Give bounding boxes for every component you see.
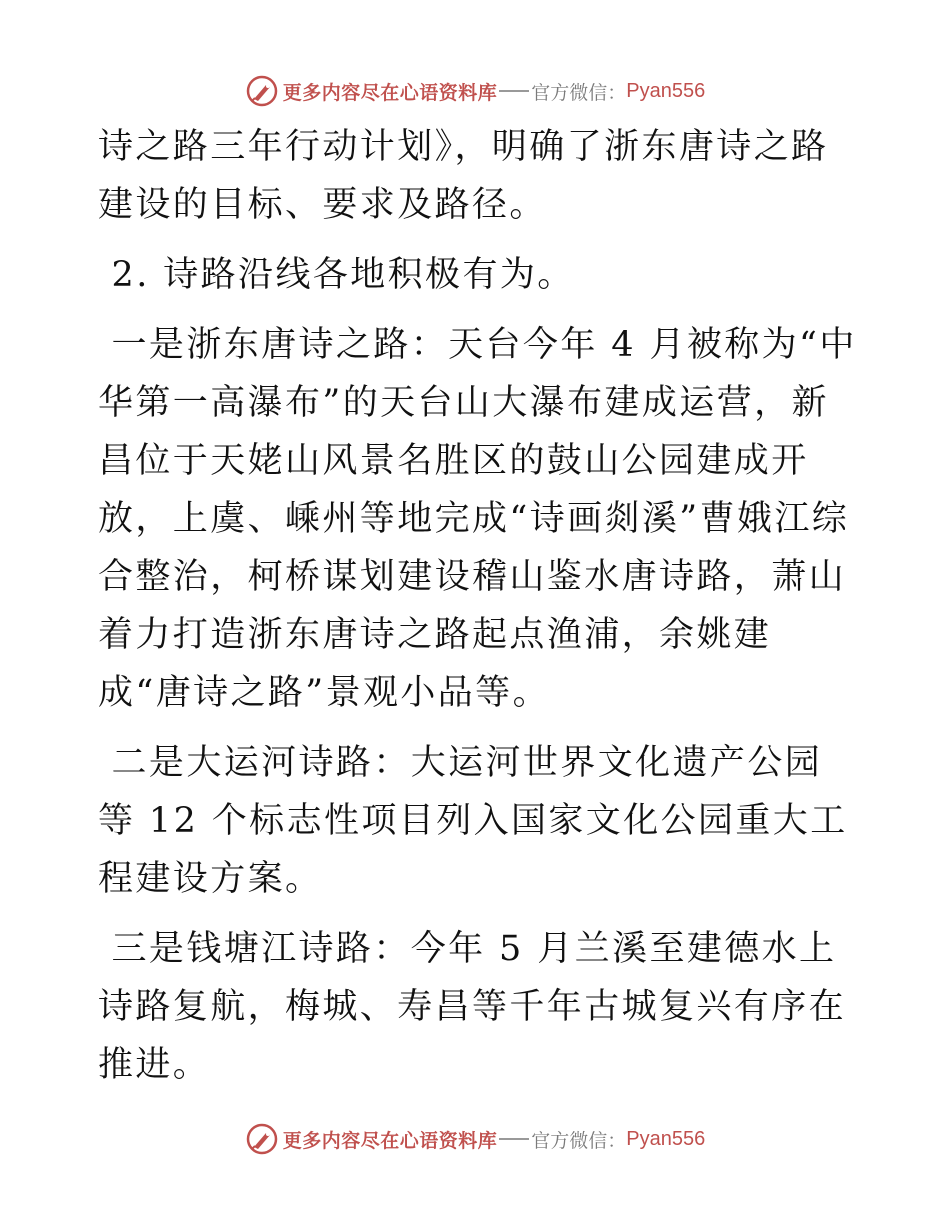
footer-brand: 更多内容尽在心语资料库	[282, 1129, 498, 1152]
footer-banner	[0, 1119, 950, 1159]
header-wechat-label: 官方微信：	[531, 81, 627, 104]
paragraph-3: 一是浙东唐诗之路：天台今年 4 月被称为“中华第一高瀑布”的天台山大瀑布建成运营，新昌位于天姥山风景名胜区的鼓山公园建成开放，上虞、嵊州等地完成“诗画剡溪”曹娥江综合整治，柯桥谋划建设稽山鉴水唐诗路，萧山着力打造浙东唐诗之路起点渔浦，余姚建成“唐诗之路”景观小品等。	[98, 325, 857, 713]
paragraph-1: 诗之路三年行动计划》，明确了浙东唐诗之路建设的目标、要求及路径。	[98, 127, 829, 225]
document-body	[98, 118, 858, 1106]
pen-nib-icon	[245, 74, 279, 108]
header-dash	[499, 90, 529, 92]
header-brand: 更多内容尽在心语资料库	[282, 81, 498, 104]
footer-dash	[499, 1138, 529, 1140]
paragraph-4: 二是大运河诗路：大运河世界文化遗产公园等 12 个标志性项目列入国家文化公园重大工程建设方案。	[98, 743, 848, 899]
footer-wechat-handle: Pyan556	[626, 1127, 706, 1150]
header-wechat-handle: Pyan556	[626, 79, 706, 102]
paragraph-5: 三是钱塘江诗路：今年 5 月兰溪至建德水上诗路复航，梅城、寿昌等千年古城复兴有序在推进。	[98, 929, 847, 1085]
paragraph-2: 2. 诗路沿线各地积极有为。	[98, 255, 575, 295]
pen-nib-icon	[245, 1122, 279, 1156]
header-banner	[0, 71, 950, 111]
footer-wechat-label: 官方微信：	[531, 1129, 627, 1152]
